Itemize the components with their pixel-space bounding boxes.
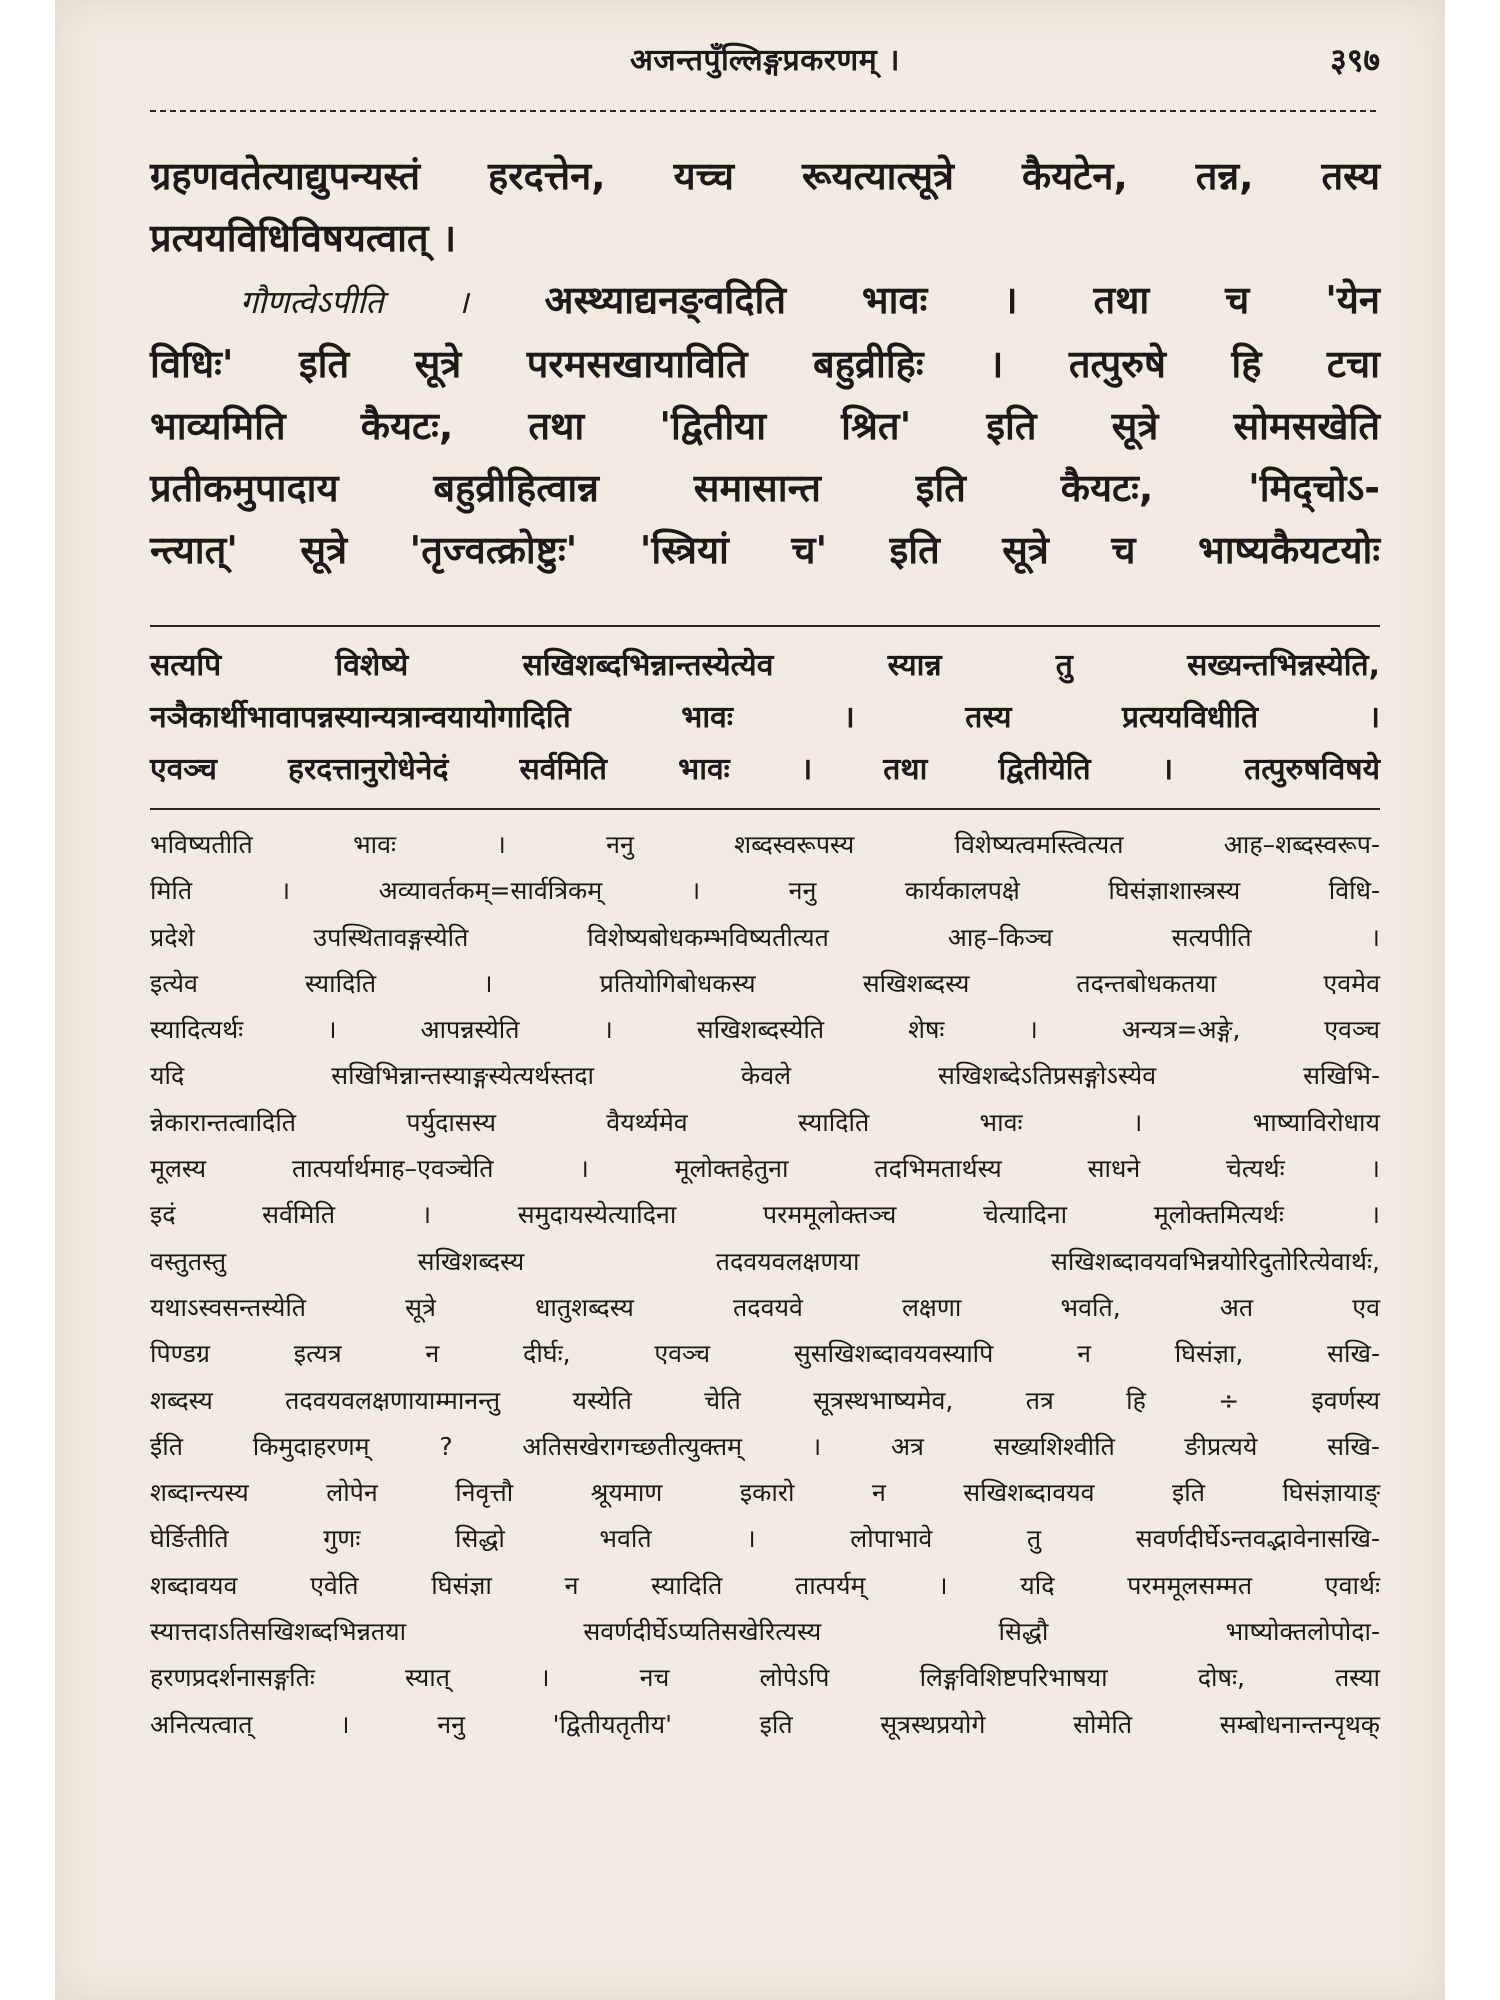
commentary-line: यदि सखिभिन्नान्तस्याङ्गस्येत्यर्थस्तदा केवले सखिशब्देऽतिप्रसङ्गोऽस्येव सखिभि- bbox=[150, 1061, 1380, 1091]
commentary-line: हरणप्रदर्शनासङ्गतिः स्यात् । नच लोपेऽपि लिङ्गविशिष्टपरिभाषया दोषः, तस्या bbox=[150, 1663, 1380, 1693]
commentary-line: शब्दावयव एवेति घिसंज्ञा न स्यादिति तात्पर्यम् । यदि परममूलसम्मत एवार्थः bbox=[150, 1570, 1380, 1600]
commentary-line: पिण्डग्र इत्यत्र न दीर्घः, एवञ्च सुसखिशब्दावयवस्यापि न घिसंज्ञा, सखि- bbox=[150, 1339, 1380, 1369]
section-divider bbox=[150, 625, 1380, 627]
commentary-line: घेर्ङितीति गुणः सिद्धो भवति । लोपाभावे तु सवर्णदीर्घेऽन्तवद्भावेनासखि- bbox=[150, 1524, 1380, 1554]
commentary-line: स्यादित्यर्थः । आपन्नस्येति । सखिशब्दस्येति शेषः । अन्यत्र=अङ्गे, एवञ्च bbox=[150, 1015, 1380, 1045]
commentary-line: भविष्यतीति भावः । ननु शब्दस्वरूपस्य विशेष्यत्वमस्त्वित्यत आह–शब्दस्वरूप- bbox=[150, 830, 1380, 859]
header-divider bbox=[150, 110, 1380, 112]
text-line: भाव्यमिति कैयटः, तथा 'द्वितीया श्रित' इति सूत्रे सोमसखेति bbox=[150, 404, 1380, 448]
page-number: ३९७ bbox=[1330, 41, 1380, 79]
main-text bbox=[150, 145, 1380, 581]
commentary-line: शब्दस्य तदवयवलक्षणायाम्मानन्तु यस्येति चेति सूत्रस्थभाष्यमेव, तत्र हि ÷ इवर्णस्य bbox=[150, 1385, 1380, 1415]
text-line bbox=[150, 269, 1380, 333]
commentary-one bbox=[150, 640, 1380, 796]
commentary-line: वस्तुतस्तु सखिशब्दस्य तदवयवलक्षणया सखिशब्दावयवभिन्नयोरिदुतोरित्येवार्थः, bbox=[150, 1246, 1380, 1276]
commentary-line: नञैकार्थीभावापन्नस्यान्यत्रान्वयायोगादिति भावः । तस्य प्रत्ययविधीति । bbox=[150, 700, 1380, 735]
text-line: प्रत्ययविधिविषयत्वात् । bbox=[150, 216, 457, 260]
section-divider bbox=[150, 808, 1380, 810]
commentary-line: यथाऽस्वसन्तस्येति सूत्रे धातुशब्दस्य तदवयवे लक्षणा भवति, अत एव bbox=[150, 1292, 1380, 1322]
commentary-line: इदं सर्वमिति । समुदायस्येत्यादिना परममूलोक्तञ्च चेत्यादिना मूलोक्तमित्यर्थः । bbox=[150, 1200, 1380, 1230]
commentary-two bbox=[150, 822, 1380, 1748]
gloss-lead: गौणत्वेऽपीति । bbox=[240, 283, 469, 321]
running-title: अजन्तपुँल्लिङ्गप्रकरणम् । bbox=[629, 43, 900, 78]
commentary-line: शब्दान्त्यस्य लोपेन निवृत्तौ श्रूयमाण इकारो न सखिशब्दावयव इति घिसंज्ञायाङ् bbox=[150, 1478, 1380, 1508]
page-header bbox=[150, 38, 1380, 98]
commentary-line: प्रदेशे उपस्थितावङ्गस्येति विशेष्यबोधकम्भविष्यतीत्यत आह–किञ्च सत्यपीति । bbox=[150, 922, 1380, 952]
commentary-line: अनित्यत्वात् । ननु 'द्वितीयतृतीय' इति सूत्रस्थप्रयोगे सोमेति सम्बोधनान्तन्पृथक् bbox=[150, 1709, 1380, 1739]
commentary-line: न्नेकारान्तत्वादिति पर्युदासस्य वैयर्थ्यमेव स्यादिति भावः । भाष्याविरोधाय bbox=[150, 1107, 1380, 1137]
text-line: प्रतीकमुपादाय बहुव्रीहित्वान्न समासान्त इति कैयटः, 'मिद्चोऽ- bbox=[150, 466, 1380, 510]
text-line: ग्रहणवतेत्याद्युपन्यस्तं हरदत्तेन, यच्च रूयत्यात्सूत्रे कैयटेन, तन्न, तस्य bbox=[150, 154, 1380, 198]
commentary-line: एवञ्च हरदत्तानुरोधेनेदं सर्वमिति भावः । तथा द्वितीयेति । तत्पुरुषविषये bbox=[150, 752, 1380, 787]
commentary-line: इत्येव स्यादिति । प्रतियोगिबोधकस्य सखिशब्दस्य तदन्तबोधकतया एवमेव bbox=[150, 968, 1380, 998]
commentary-line: सत्यपि विशेष्ये सखिशब्दभिन्नान्तस्येत्येव स्यान्न तु सख्यन्तभिन्नस्येति, bbox=[150, 648, 1380, 683]
commentary-line: स्यात्तदाऽतिसखिशब्दभिन्नतया सवर्णदीर्घेऽप्यतिसखेरित्यस्य सिद्धौ भाष्योक्तलोपोदा- bbox=[150, 1617, 1380, 1647]
book-page bbox=[55, 0, 1445, 2000]
commentary-line: मिति । अव्यावर्तकम्=सार्वत्रिकम् । ननु कार्यकालपक्षे घिसंज्ञाशास्त्रस्य विधि- bbox=[150, 876, 1380, 906]
text-line: न्त्यात्' सूत्रे 'तृज्वत्क्रोष्टुः' 'स्त्रियां च' इति सूत्रे च भाष्यकैयटयोः bbox=[150, 528, 1380, 572]
text-line: विधिः' इति सूत्रे परमसखायाविति बहुव्रीहिः । तत्पुरुषे हि टचा bbox=[150, 342, 1380, 386]
commentary-line: ईति किमुदाहरणम् ? अतिसखेरागच्छतीत्युक्तम् । अत्र सख्यशिश्वीति ङीप्रत्यये सखि- bbox=[150, 1431, 1380, 1461]
text-line-rest: अस्थ्याद्यनङ्वदिति भावः । तथा च 'येन bbox=[544, 278, 1380, 322]
commentary-line: मूलस्य तात्पर्यार्थमाह–एवञ्चेति । मूलोक्तहेतुना तदभिमतार्थस्य साधने चेत्यर्थः । bbox=[150, 1154, 1380, 1184]
